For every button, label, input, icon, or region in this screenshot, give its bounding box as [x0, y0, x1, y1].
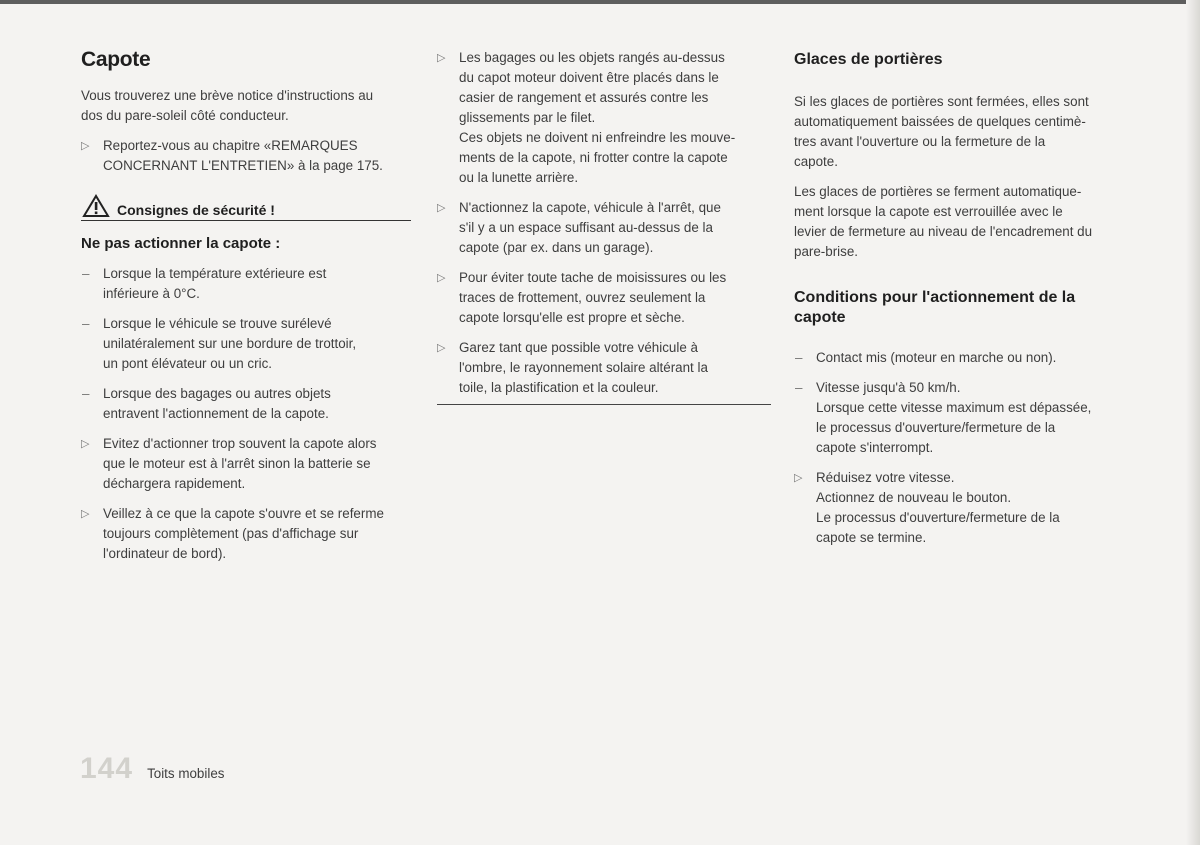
text-line: tres avant l'ouverture ou la fermeture de la — [794, 134, 1046, 149]
bullet-item — [437, 198, 772, 258]
dash-marker: – — [82, 316, 90, 331]
column-right — [794, 48, 1129, 558]
text-line: le processus d'ouverture/fermeture de la — [816, 420, 1056, 435]
text-line: Reportez-vous au chapitre «REMARQUES — [103, 138, 358, 153]
triangle-bullet-icon: ▷ — [81, 438, 90, 450]
text-line: Lorsque la température extérieure est — [103, 266, 327, 281]
paragraph — [794, 92, 1129, 172]
dash-item — [81, 264, 416, 304]
dash-marker: – — [795, 380, 803, 395]
heading-line: Conditions pour l'actionnement de la — [794, 289, 1076, 306]
top-border — [0, 0, 1200, 4]
text-line: Pour éviter toute tache de moisissures ou les — [459, 270, 727, 285]
paragraph — [794, 182, 1129, 262]
subheading: Ne pas actionner la capote : — [81, 235, 281, 252]
triangle-bullet-icon: ▷ — [794, 472, 803, 484]
bullet-item — [794, 468, 1129, 548]
bullet-item — [81, 434, 416, 494]
text-line: Ces objets ne doivent ni enfreindre les mouve- — [459, 130, 736, 145]
triangle-bullet-icon: ▷ — [437, 342, 446, 354]
text-line: capote (par ex. dans un garage). — [459, 240, 654, 255]
bullet-item — [437, 338, 772, 398]
triangle-bullet-icon: ▷ — [437, 272, 446, 284]
text-line: capote s'interrompt. — [816, 440, 934, 455]
warning-title: Consignes de sécurité ! — [117, 202, 275, 218]
dash-item — [81, 314, 416, 374]
page-title: Capote — [81, 48, 151, 71]
section-name: Toits mobiles — [147, 766, 225, 781]
column-left — [81, 48, 416, 574]
text-line: dos du pare-soleil côté conducteur. — [81, 108, 289, 123]
reference-item — [81, 136, 416, 176]
heading-line: capote — [794, 309, 846, 326]
text-line: Vitesse jusqu'à 50 km/h. — [816, 380, 961, 395]
text-line: casier de rangement et assurés contre les — [459, 90, 709, 105]
text-line: l'ombre, le rayonnement solaire altérant la — [459, 360, 708, 375]
column-middle — [437, 48, 772, 405]
text-line: ment lorsque la capote est verrouillée avec le — [794, 204, 1063, 219]
section-end-rule — [437, 404, 771, 405]
page-footer — [80, 752, 224, 786]
text-line: capote. — [794, 154, 838, 169]
section-heading-conditions — [794, 288, 1129, 328]
text-line: toile, la plastification et la couleur. — [459, 380, 659, 395]
text-line: Réduisez votre vitesse. — [816, 470, 955, 485]
bullet-item — [81, 504, 416, 564]
text-line: du capot moteur doivent être placés dans le — [459, 70, 719, 85]
text-line: Actionnez de nouveau le bouton. — [816, 490, 1012, 505]
bullet-item — [437, 48, 772, 188]
section-heading-windows: Glaces de portières — [794, 51, 943, 68]
text-line: un pont élévateur ou un cric. — [103, 356, 272, 371]
dash-item — [81, 384, 416, 424]
text-line: levier de fermeture au niveau de l'encadrement du — [794, 224, 1093, 239]
text-line: Garez tant que possible votre véhicule à — [459, 340, 698, 355]
page-number: 144 — [80, 752, 134, 785]
text-line: ou la lunette arrière. — [459, 170, 579, 185]
text-line: Lorsque cette vitesse maximum est dépassée, — [816, 400, 1092, 415]
text-line: inférieure à 0°C. — [103, 286, 200, 301]
text-line: traces de frottement, ouvrez seulement la — [459, 290, 706, 305]
safety-warning-header — [81, 194, 411, 221]
text-line: capote se termine. — [816, 530, 927, 545]
page-edge — [1186, 0, 1200, 845]
triangle-bullet-icon: ▷ — [81, 140, 90, 152]
text-line: unilatéralement sur une bordure de trottoir, — [103, 336, 357, 351]
text-line: déchargera rapidement. — [103, 476, 246, 491]
text-line: Veillez à ce que la capote s'ouvre et se referme — [103, 506, 384, 521]
text-line: Le processus d'ouverture/fermeture de la — [816, 510, 1060, 525]
triangle-bullet-icon: ▷ — [81, 508, 90, 520]
text-line: N'actionnez la capote, véhicule à l'arrêt, que — [459, 200, 721, 215]
bullet-item — [437, 268, 772, 328]
dash-marker: – — [82, 386, 90, 401]
text-line: pare-brise. — [794, 244, 859, 259]
dash-marker: – — [795, 350, 803, 365]
text-line: Les glaces de portières se ferment automatique- — [794, 184, 1082, 199]
text-line: CONCERNANT L'ENTRETIEN» à la page 175. — [103, 158, 383, 173]
text-line: Si les glaces de portières sont fermées, elles sont — [794, 94, 1089, 109]
text-line: l'ordinateur de bord). — [103, 546, 227, 561]
triangle-bullet-icon: ▷ — [437, 52, 446, 64]
text-line: entravent l'actionnement de la capote. — [103, 406, 329, 421]
text-line: Contact mis (moteur en marche ou non). — [816, 350, 1057, 365]
text-line: Vous trouverez une brève notice d'instructions au — [81, 88, 374, 103]
dash-item — [794, 348, 1129, 368]
dash-marker: – — [82, 266, 90, 281]
text-line: toujours complètement (pas d'affichage sur — [103, 526, 359, 541]
text-line: capote lorsqu'elle est propre et sèche. — [459, 310, 685, 325]
text-line: automatiquement baissées de quelques centimè- — [794, 114, 1086, 129]
text-line: que le moteur est à l'arrêt sinon la batterie se — [103, 456, 371, 471]
text-line: s'il y a un espace suffisant au-dessus de la — [459, 220, 713, 235]
text-line: Evitez d'actionner trop souvent la capote alors — [103, 436, 377, 451]
text-line: Les bagages ou les objets rangés au-dessus — [459, 50, 725, 65]
text-line: Lorsque le véhicule se trouve surélevé — [103, 316, 332, 331]
text-line: glissements par le filet. — [459, 110, 596, 125]
text-line: ments de la capote, ni frotter contre la capote — [459, 150, 728, 165]
intro-paragraph — [81, 86, 416, 126]
text-line: Lorsque des bagages ou autres objets — [103, 386, 331, 401]
warning-triangle-icon — [81, 194, 111, 218]
dash-item — [794, 378, 1129, 458]
triangle-bullet-icon: ▷ — [437, 202, 446, 214]
